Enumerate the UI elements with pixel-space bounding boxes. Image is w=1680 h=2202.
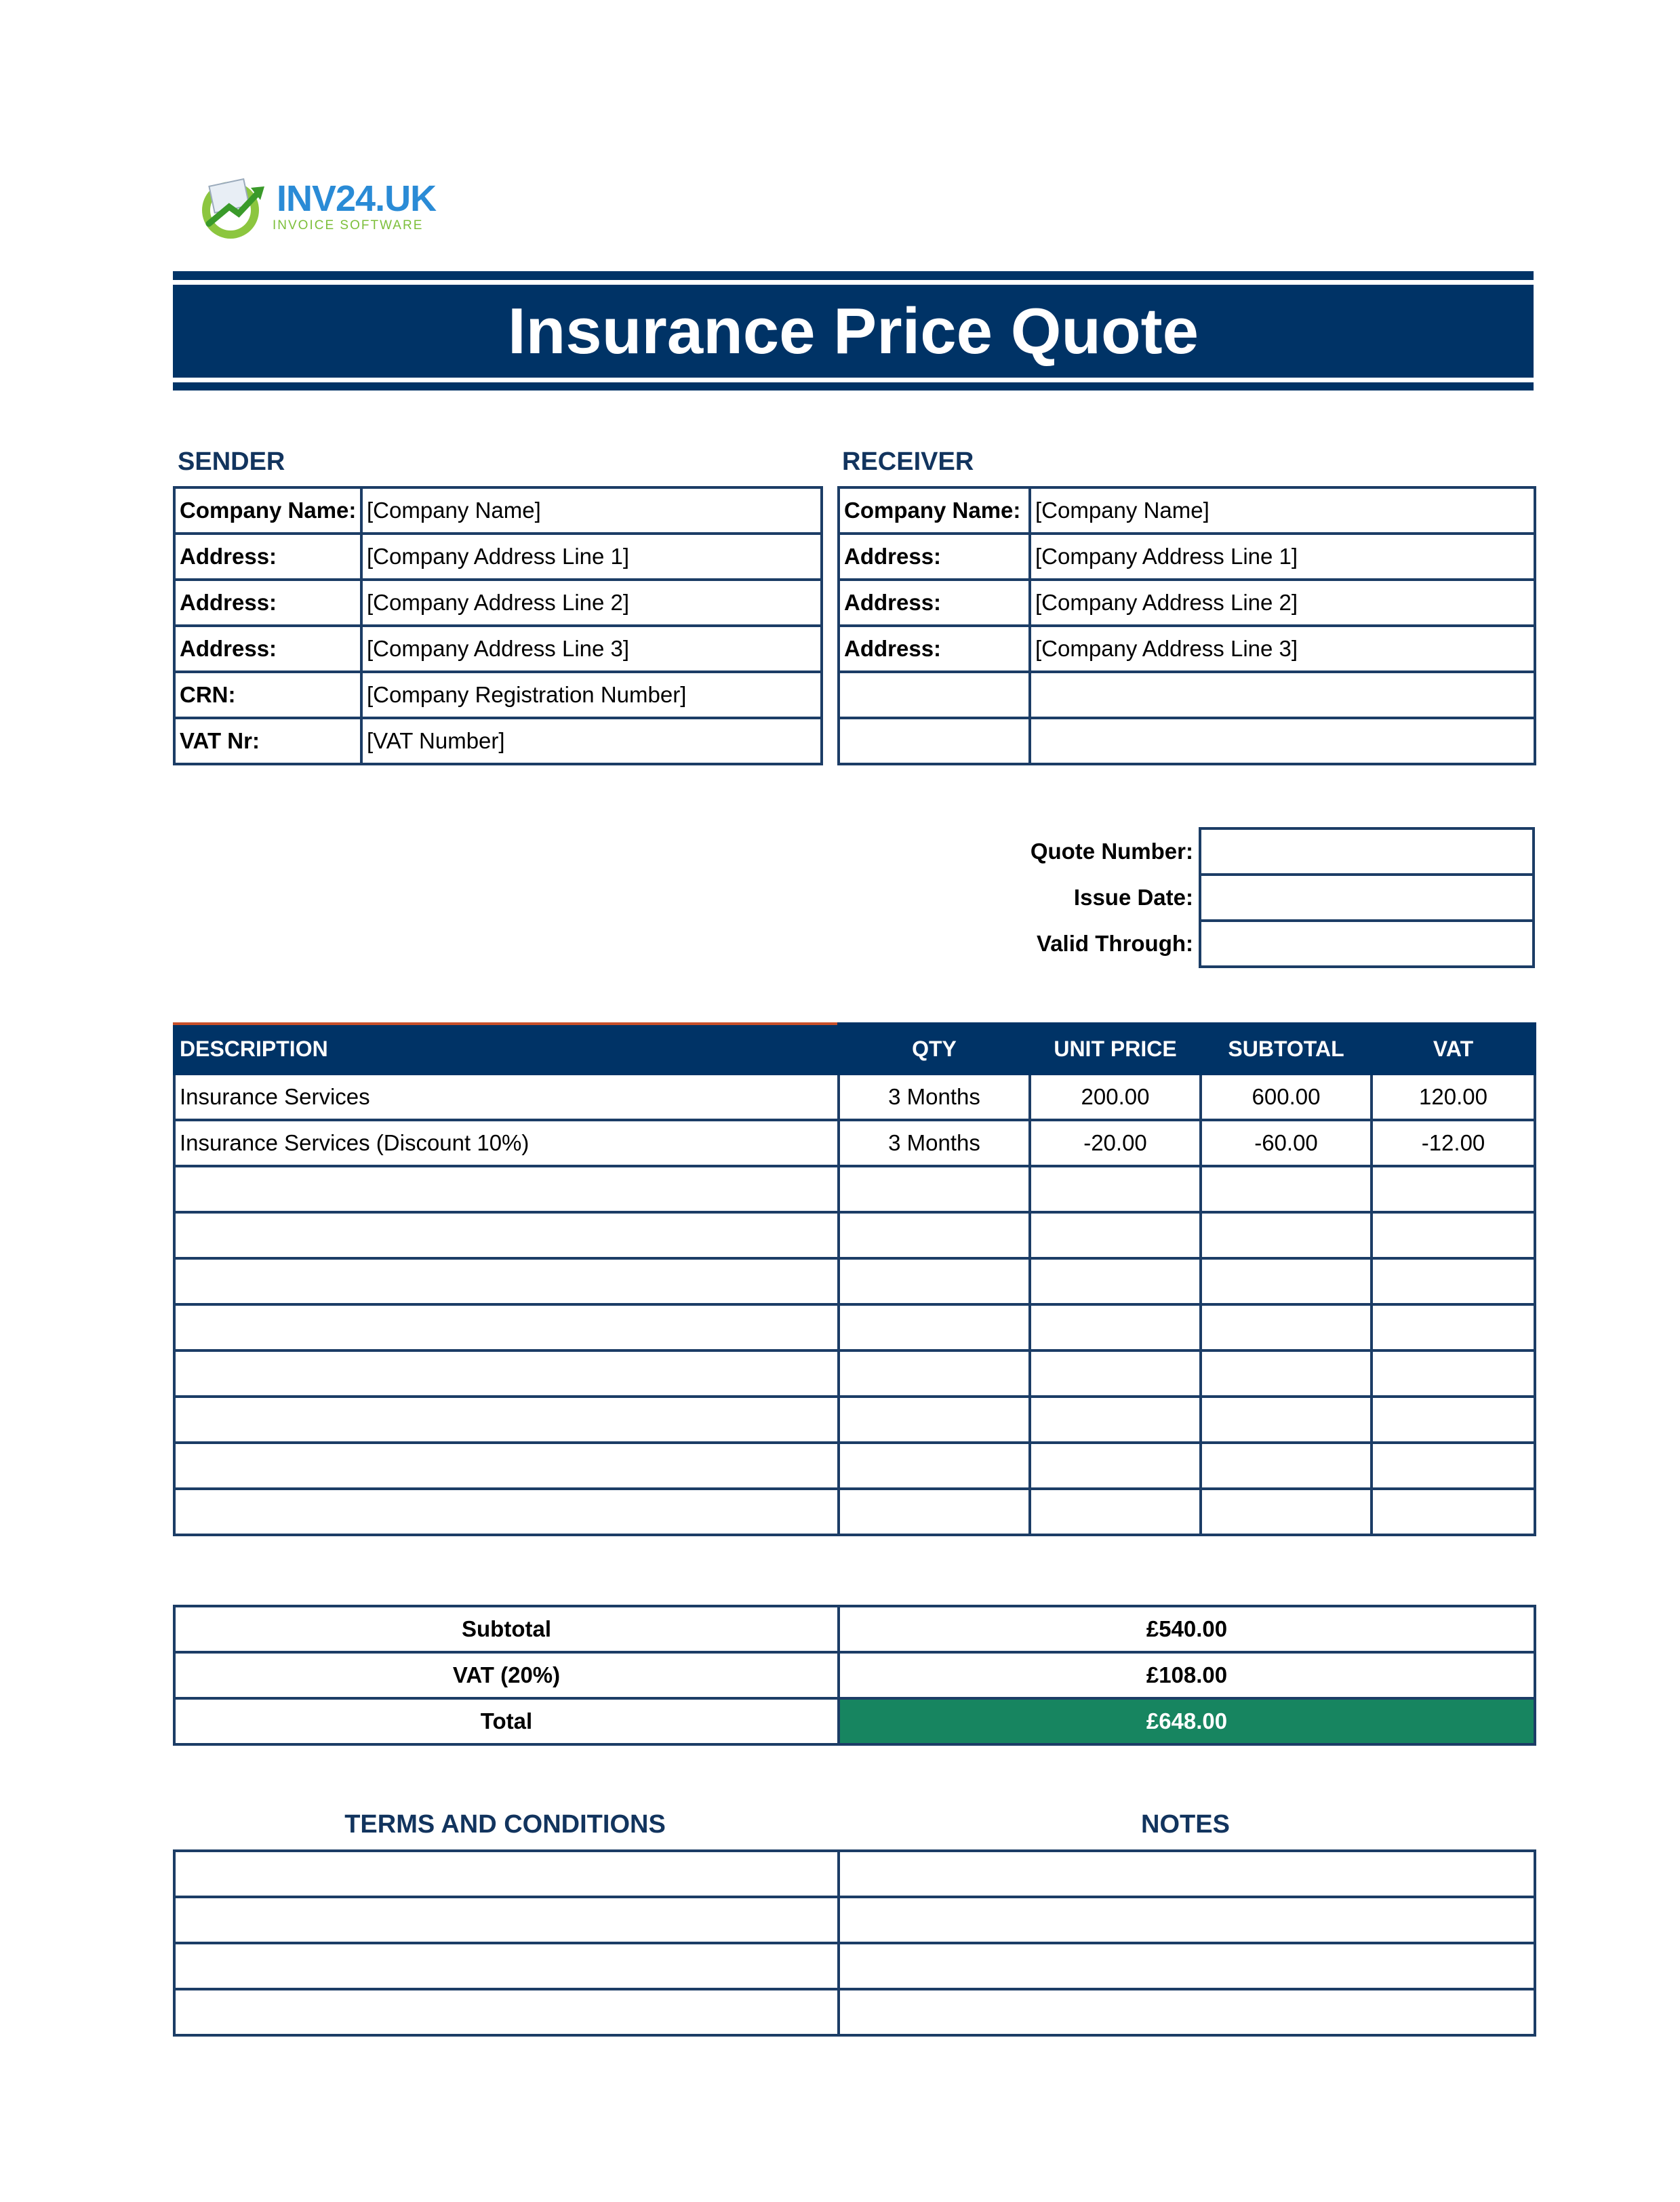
sender-row: [174, 626, 822, 672]
sender-value[interactable]: [Company Address Line 2]: [361, 580, 822, 626]
items-table: [173, 1022, 1536, 1536]
logo-tagline: INVOICE SOFTWARE: [273, 218, 424, 233]
totals-value: £108.00: [839, 1652, 1535, 1698]
quote-meta-label: Issue Date:: [1073, 885, 1193, 910]
terms-cell[interactable]: [174, 1897, 839, 1943]
item-unit-price[interactable]: [1030, 1397, 1201, 1443]
terms-notes-row: [174, 1851, 1535, 1897]
item-qty[interactable]: 3 Months: [839, 1120, 1030, 1166]
item-unit-price[interactable]: [1030, 1350, 1201, 1397]
receiver-label: Address:: [839, 626, 1030, 672]
quote-meta-label: Quote Number:: [1030, 839, 1193, 864]
sender-label: VAT Nr:: [174, 718, 361, 764]
terms-notes-row: [174, 1943, 1535, 1989]
item-subtotal[interactable]: [1201, 1489, 1372, 1535]
sender-value[interactable]: [Company Address Line 3]: [361, 626, 822, 672]
totals-row: [174, 1652, 1535, 1698]
receiver-value[interactable]: [1030, 718, 1535, 764]
notes-heading: NOTES: [1141, 1810, 1230, 1839]
page-title: Insurance Price Quote: [507, 295, 1199, 367]
item-vat[interactable]: [1372, 1443, 1535, 1489]
item-description[interactable]: [174, 1304, 839, 1350]
sender-row: [174, 534, 822, 580]
receiver-value[interactable]: [1030, 672, 1535, 718]
terms-heading: TERMS AND CONDITIONS: [344, 1810, 666, 1839]
item-subtotal[interactable]: 600.00: [1201, 1074, 1372, 1120]
item-unit-price[interactable]: [1030, 1489, 1201, 1535]
terms-notes-row: [174, 1897, 1535, 1943]
header-vat: VAT: [1372, 1024, 1535, 1074]
item-subtotal[interactable]: [1201, 1443, 1372, 1489]
item-qty[interactable]: [839, 1258, 1030, 1304]
sender-value[interactable]: [Company Registration Number]: [361, 672, 822, 718]
title-rule-bottom: [173, 382, 1534, 391]
receiver-label: Company Name:: [839, 487, 1030, 534]
receiver-row: [839, 487, 1535, 534]
item-unit-price[interactable]: [1030, 1166, 1201, 1212]
header-description: DESCRIPTION: [174, 1024, 839, 1074]
totals-value: £540.00: [839, 1606, 1535, 1652]
receiver-value[interactable]: [Company Address Line 2]: [1030, 580, 1535, 626]
receiver-row: [839, 672, 1535, 718]
notes-cell[interactable]: [839, 1943, 1535, 1989]
table-row: [174, 1304, 1535, 1350]
item-qty[interactable]: [839, 1166, 1030, 1212]
sender-table: [173, 486, 823, 765]
receiver-table: [837, 486, 1536, 765]
item-qty[interactable]: [839, 1489, 1030, 1535]
terms-cell[interactable]: [174, 1851, 839, 1897]
title-rule-top: [173, 271, 1534, 280]
item-subtotal[interactable]: -60.00: [1201, 1120, 1372, 1166]
table-row: [174, 1258, 1535, 1304]
table-row: [174, 1443, 1535, 1489]
item-vat[interactable]: [1372, 1166, 1535, 1212]
item-unit-price[interactable]: -20.00: [1030, 1120, 1201, 1166]
totals-label: Total: [174, 1698, 839, 1744]
quote-meta-value[interactable]: [1200, 828, 1534, 875]
item-subtotal[interactable]: [1201, 1212, 1372, 1258]
terms-cell[interactable]: [174, 1989, 839, 2035]
receiver-label: Address:: [839, 534, 1030, 580]
receiver-value[interactable]: [Company Name]: [1030, 487, 1535, 534]
table-row: [174, 1212, 1535, 1258]
item-unit-price[interactable]: [1030, 1304, 1201, 1350]
receiver-label: [839, 672, 1030, 718]
receiver-row: [839, 718, 1535, 764]
receiver-value[interactable]: [Company Address Line 3]: [1030, 626, 1535, 672]
item-vat[interactable]: -12.00: [1372, 1120, 1535, 1166]
table-row: [174, 1489, 1535, 1535]
item-description[interactable]: [174, 1443, 839, 1489]
totals-label: VAT (20%): [174, 1652, 839, 1698]
item-qty[interactable]: [839, 1304, 1030, 1350]
table-row: [174, 1350, 1535, 1397]
item-description[interactable]: [174, 1350, 839, 1397]
sender-row: [174, 718, 822, 764]
sender-label: Address:: [174, 626, 361, 672]
item-vat[interactable]: [1372, 1397, 1535, 1443]
logo-name: INV24.UK: [277, 178, 437, 219]
receiver-label: [839, 718, 1030, 764]
sender-label: Address:: [174, 534, 361, 580]
notes-cell[interactable]: [839, 1851, 1535, 1897]
item-qty[interactable]: [839, 1350, 1030, 1397]
table-row: [174, 1120, 1535, 1166]
item-vat[interactable]: [1372, 1304, 1535, 1350]
item-qty[interactable]: [839, 1212, 1030, 1258]
sender-row: [174, 487, 822, 534]
receiver-value[interactable]: [Company Address Line 1]: [1030, 534, 1535, 580]
terms-notes-row: [174, 1989, 1535, 2035]
item-unit-price[interactable]: [1030, 1212, 1201, 1258]
totals-row: [174, 1698, 1535, 1744]
item-description[interactable]: [174, 1489, 839, 1535]
item-subtotal[interactable]: [1201, 1397, 1372, 1443]
notes-cell[interactable]: [839, 1989, 1535, 2035]
header-qty: QTY: [839, 1024, 1030, 1074]
table-row: [174, 1166, 1535, 1212]
item-description[interactable]: [174, 1258, 839, 1304]
totals-row: [174, 1606, 1535, 1652]
quote-meta-row: [997, 875, 1534, 921]
item-description[interactable]: [174, 1212, 839, 1258]
quote-meta-value[interactable]: [1200, 875, 1534, 921]
sender-label: Address:: [174, 580, 361, 626]
grand-total-value: £648.00: [839, 1698, 1535, 1744]
receiver-row: [839, 580, 1535, 626]
totals-label: Subtotal: [174, 1606, 839, 1652]
item-unit-price[interactable]: 200.00: [1030, 1074, 1201, 1120]
totals-table: [173, 1605, 1536, 1746]
item-qty[interactable]: 3 Months: [839, 1074, 1030, 1120]
item-vat[interactable]: [1372, 1350, 1535, 1397]
item-subtotal[interactable]: [1201, 1350, 1372, 1397]
table-row: [174, 1397, 1535, 1443]
item-vat[interactable]: [1372, 1212, 1535, 1258]
item-qty[interactable]: [839, 1443, 1030, 1489]
quote-meta-row: [997, 921, 1534, 967]
item-description[interactable]: [174, 1166, 839, 1212]
item-vat[interactable]: 120.00: [1372, 1074, 1535, 1120]
receiver-heading: RECEIVER: [842, 447, 974, 476]
sender-label: CRN:: [174, 672, 361, 718]
table-row: [174, 1074, 1535, 1120]
sender-heading: SENDER: [178, 447, 285, 476]
item-unit-price[interactable]: [1030, 1258, 1201, 1304]
item-vat[interactable]: [1372, 1258, 1535, 1304]
sender-row: [174, 672, 822, 718]
sender-value[interactable]: [Company Name]: [361, 487, 822, 534]
item-subtotal[interactable]: [1201, 1304, 1372, 1350]
item-unit-price[interactable]: [1030, 1443, 1201, 1489]
item-description[interactable]: [174, 1397, 839, 1443]
receiver-row: [839, 534, 1535, 580]
quote-meta-label: Valid Through:: [1037, 931, 1193, 956]
item-description[interactable]: Insurance Services (Discount 10%): [174, 1120, 839, 1166]
item-vat[interactable]: [1372, 1489, 1535, 1535]
receiver-label: Address:: [839, 580, 1030, 626]
item-subtotal[interactable]: [1201, 1166, 1372, 1212]
header-unit-price: UNIT PRICE: [1030, 1024, 1201, 1074]
items-header-row: [174, 1024, 1535, 1074]
item-subtotal[interactable]: [1201, 1258, 1372, 1304]
sender-value[interactable]: [Company Address Line 1]: [361, 534, 822, 580]
item-qty[interactable]: [839, 1397, 1030, 1443]
header-subtotal: SUBTOTAL: [1201, 1024, 1372, 1074]
item-description[interactable]: Insurance Services: [174, 1074, 839, 1120]
sender-row: [174, 580, 822, 626]
sender-value[interactable]: [VAT Number]: [361, 718, 822, 764]
receiver-row: [839, 626, 1535, 672]
sender-label: Company Name:: [174, 487, 361, 534]
quote-meta-row: [997, 828, 1534, 875]
terms-notes-table: [173, 1849, 1536, 2037]
quote-meta-value[interactable]: [1200, 921, 1534, 967]
quote-meta-table: [997, 827, 1535, 968]
terms-cell[interactable]: [174, 1943, 839, 1989]
notes-cell[interactable]: [839, 1897, 1535, 1943]
